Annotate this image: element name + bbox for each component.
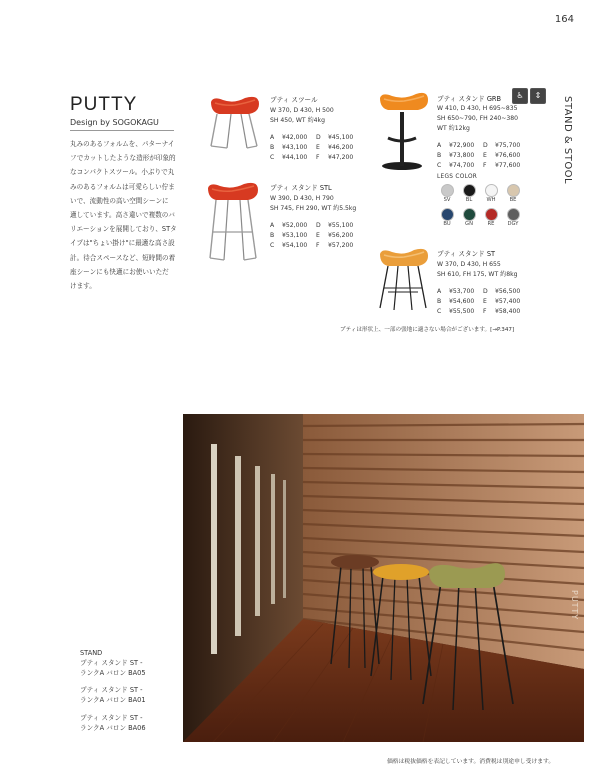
spec-line: SH 650~790, FH 240~380 bbox=[437, 115, 519, 122]
caption-line: プティ スタンド ST - bbox=[80, 713, 143, 722]
interior-photo bbox=[183, 414, 584, 742]
legs-color-title: LEGS COLOR bbox=[437, 174, 478, 180]
photo-watermark: PUTTY bbox=[570, 590, 579, 621]
spec-line: W 370, D 430, H 500 bbox=[270, 107, 334, 114]
caption-line: ランクA バロン BA06 bbox=[80, 723, 146, 732]
caption-line: プティ スタンド ST - bbox=[80, 658, 143, 667]
product-name-stand-st: プティ スタンド ST bbox=[437, 250, 496, 258]
section-label: STAND & STOOL bbox=[562, 96, 573, 185]
title-divider bbox=[70, 130, 174, 131]
spec-line: WT 約12kg bbox=[437, 125, 470, 132]
description-line: みのあるフォルムは可愛らしい佇ま bbox=[70, 182, 175, 191]
description-line: リエーションを展開しており、STタ bbox=[70, 225, 177, 234]
upholstery-note: プティは形状上、一部の張地に適さない場合がございます。[→P.347] bbox=[340, 327, 515, 333]
price-row: A ¥72,900 D ¥75,700 bbox=[437, 142, 521, 149]
spec-line: W 390, D 430, H 790 bbox=[270, 195, 334, 202]
color-swatch-sv[interactable]: SV bbox=[436, 184, 458, 203]
wheelchair-icon: ♿ bbox=[512, 88, 528, 104]
price-row: C ¥54,100 F ¥57,200 bbox=[270, 242, 354, 249]
product-specs-stool bbox=[270, 106, 334, 126]
caption-label: STAND bbox=[80, 649, 103, 657]
price-row: B ¥43,100 E ¥46,200 bbox=[270, 144, 354, 151]
price-row: A ¥53,700 D ¥56,500 bbox=[437, 288, 521, 295]
stand-grb-image bbox=[372, 88, 432, 172]
description-line: けます。 bbox=[70, 282, 96, 291]
designer-credit: Design by SOGOKAGU bbox=[70, 118, 159, 127]
price-table-stand-st bbox=[437, 287, 520, 317]
product-specs-stand-grb bbox=[437, 104, 518, 134]
description-line: イプは"ちょい掛け"に最適な高さ設 bbox=[70, 239, 175, 248]
caption-line: ランクA バロン BA05 bbox=[80, 668, 146, 677]
spec-line: SH 745, FH 290, WT 約5.5kg bbox=[270, 205, 357, 212]
product-name-stand-stl: プティ スタンド STL bbox=[270, 184, 332, 192]
spec-line: SH 450, WT 約4kg bbox=[270, 117, 325, 124]
caption-line: ランクA バロン BA01 bbox=[80, 696, 146, 705]
product-specs-stand-st bbox=[437, 260, 517, 280]
color-swatch-be[interactable]: BE bbox=[502, 184, 524, 203]
caption-line: プティ スタンド ST - bbox=[80, 686, 143, 695]
description-line: 計。待合スペースなど、短時間の着 bbox=[70, 253, 176, 262]
stool-image bbox=[203, 90, 265, 152]
legs-color-row-2 bbox=[436, 208, 524, 227]
product-description bbox=[70, 137, 182, 293]
price-row: B ¥73,800 E ¥76,600 bbox=[437, 152, 521, 159]
description-line: 適しています。高さ違いで複数のバ bbox=[70, 211, 175, 220]
color-swatch-gn[interactable]: GN bbox=[458, 208, 480, 227]
color-swatch-dgy[interactable]: DGY bbox=[502, 208, 524, 227]
color-swatch-wh[interactable]: WH bbox=[480, 184, 502, 203]
price-row: A ¥52,000 D ¥55,100 bbox=[270, 222, 354, 229]
legs-color-row-1 bbox=[436, 184, 524, 203]
price-table-stool bbox=[270, 133, 353, 163]
description-line: フでカットしたような造形が印象的 bbox=[70, 154, 176, 163]
price-row: C ¥44,100 F ¥47,200 bbox=[270, 154, 354, 161]
color-swatch-bl[interactable]: BL bbox=[458, 184, 480, 203]
price-row: C ¥74,700 F ¥77,600 bbox=[437, 162, 521, 169]
gas-lift-icon: ⇕ bbox=[530, 88, 546, 104]
price-row: B ¥54,600 E ¥57,400 bbox=[437, 298, 521, 305]
description-line: 座シーンにも快適にお使いいただ bbox=[70, 267, 169, 276]
price-table-stand-stl bbox=[270, 221, 353, 251]
price-row: C ¥55,500 F ¥58,400 bbox=[437, 308, 521, 315]
description-line: なコンパクトスツール。小ぶりで丸 bbox=[70, 168, 175, 177]
tax-note: 価格は税抜価格を表記しています。消費税は別途申し受けます。 bbox=[387, 759, 555, 765]
description-line: いで、流動性の高い空間シーンに bbox=[70, 196, 169, 205]
page-number: 164 bbox=[554, 14, 574, 25]
description-line: 丸みのあるフォルムを、パターナイ bbox=[70, 140, 175, 148]
price-row: B ¥53,100 E ¥56,200 bbox=[270, 232, 354, 239]
stand-st-image bbox=[374, 246, 432, 312]
product-specs-stand-stl bbox=[270, 194, 356, 214]
stand-stl-image bbox=[200, 178, 266, 262]
price-row: A ¥42,000 D ¥45,100 bbox=[270, 134, 354, 141]
product-name-stand-grb: プティ スタンド GRB bbox=[437, 95, 502, 103]
photo-caption bbox=[80, 649, 146, 734]
spec-line: SH 610, FH 175, WT 約8kg bbox=[437, 271, 518, 278]
product-title: PUTTY bbox=[70, 94, 138, 115]
color-swatch-bu[interactable]: BU bbox=[436, 208, 458, 227]
product-name-stool: プティ スツール bbox=[270, 96, 318, 104]
color-swatch-re[interactable]: RE bbox=[480, 208, 502, 227]
price-table-stand-grb bbox=[437, 141, 520, 171]
spec-line: W 370, D 430, H 655 bbox=[437, 261, 501, 268]
spec-line: W 410, D 430, H 695~835 bbox=[437, 105, 518, 112]
